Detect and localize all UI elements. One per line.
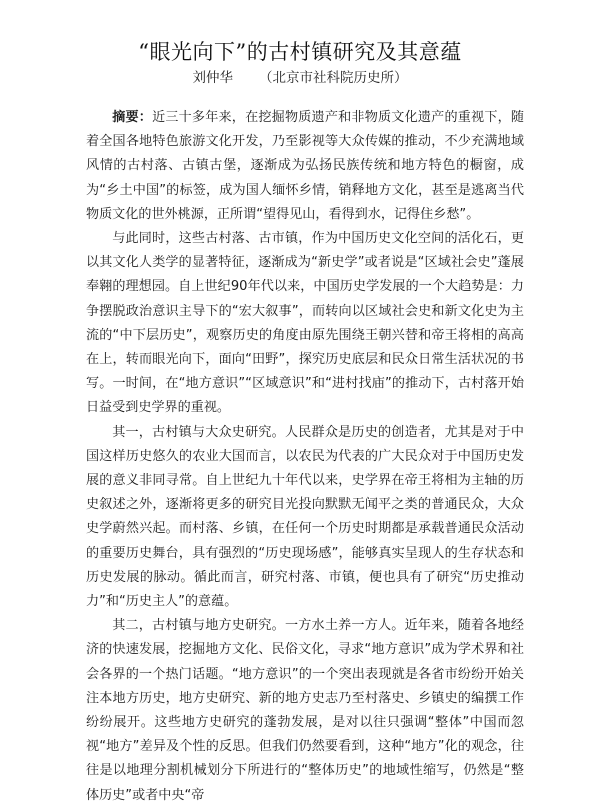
body-paragraph: 其二，古村镇与地方史研究。一方水土养一方人。近年来，随着各地经济的快速发展，挖掘地方文化、民俗文化，寻求“地方意识”成为学术界和社会各界的一个热门话题。“地方意识”的一个突出表现就是各省市纷纷开始关注本地方历史，地方史研究、新的地方史志乃至村落史、乡镇史的编撰工作纷纷展开。这些地方史研究的蓬勃发展，是对以往只强调“整体”中国而忽视“地方”差异及个性的反思。但我们仍然要看到，这种“地方”化的观念，往往是以地理分割机械划分下所进行的“整体历史”的地域性缩写，仍然是“整体历史”或者中央“帝 — [86, 618, 524, 803]
abstract-label: 摘要： — [112, 110, 153, 125]
body-paragraph: 与此同时，这些古村落、古市镇，作为中国历史文化空间的活化石，更以其文化人类学的显著特征，逐渐成为“新史学”或者说是“区域社会史”蓬展奉翱的理想园。自上世纪90年代以来，中国历史学发展的一个大趋势是：力争摆脱政治意识主导下的“宏大叙事”，而转向以区域社会史和新文化史为主流的“中下层历史”，观察历史的角度由原先围绕王朝兴替和帝王将相的高高在上，转而眼光向下，面向“田野”，探究历史底层和民众日常生活状况的书写。一时间，在“地方意识”“区域意识”和“进村找庙”的推动下，古村落开始日益受到史学界的重视。 — [86, 231, 524, 416]
byline — [0, 66, 600, 86]
body-paragraph: 其一，古村镇与大众史研究。人民群众是历史的创造者，尤其是对于中国这样历史悠久的农业大国而言，以农民为代表的广大民众对于中国历史发展的意义非同寻常。自上世纪九十年代以来，史学界在帝王将相为主轴的历史叙述之外，逐渐将更多的研究目光投向默默无闻平之类的普通民众，大众史学蔚然兴起。而村落、乡镇，在任何一个历史时期都是承载普通民众活动的重要历史舞台，具有强烈的“历史现场感”，能够真实呈现人的生存状态和历史发展的脉动。循此而言，研究村落、市镇，便也具有了研究“历史推动力”和“历史主人”的意蕴。 — [86, 424, 524, 610]
author-name: 刘仲华 — [192, 70, 233, 86]
author-affiliation: （北京市社科院历史所） — [259, 70, 408, 86]
abstract-text: 近三十多年来，在挖掘物质遗产和非物质文化遗产的重视下，随着全国各地特色旅游文化开发，乃至影视等大众传媒的推动，不少充满地域风情的古村落、古镇古堡，逐渐成为弘扬民族传统和地方特色的橱窗，成为“乡土中国”的标签，成为国人缅怀乡情，销释地方文化，甚至是逃离当代物质文化的世外桃源，正所谓“望得见山，看得到水，记得住乡愁”。 — [86, 110, 525, 222]
article-body — [86, 106, 524, 808]
article-title: “眼光向下”的古村镇研究及其意蕴 — [138, 40, 462, 64]
abstract-paragraph — [86, 106, 524, 227]
